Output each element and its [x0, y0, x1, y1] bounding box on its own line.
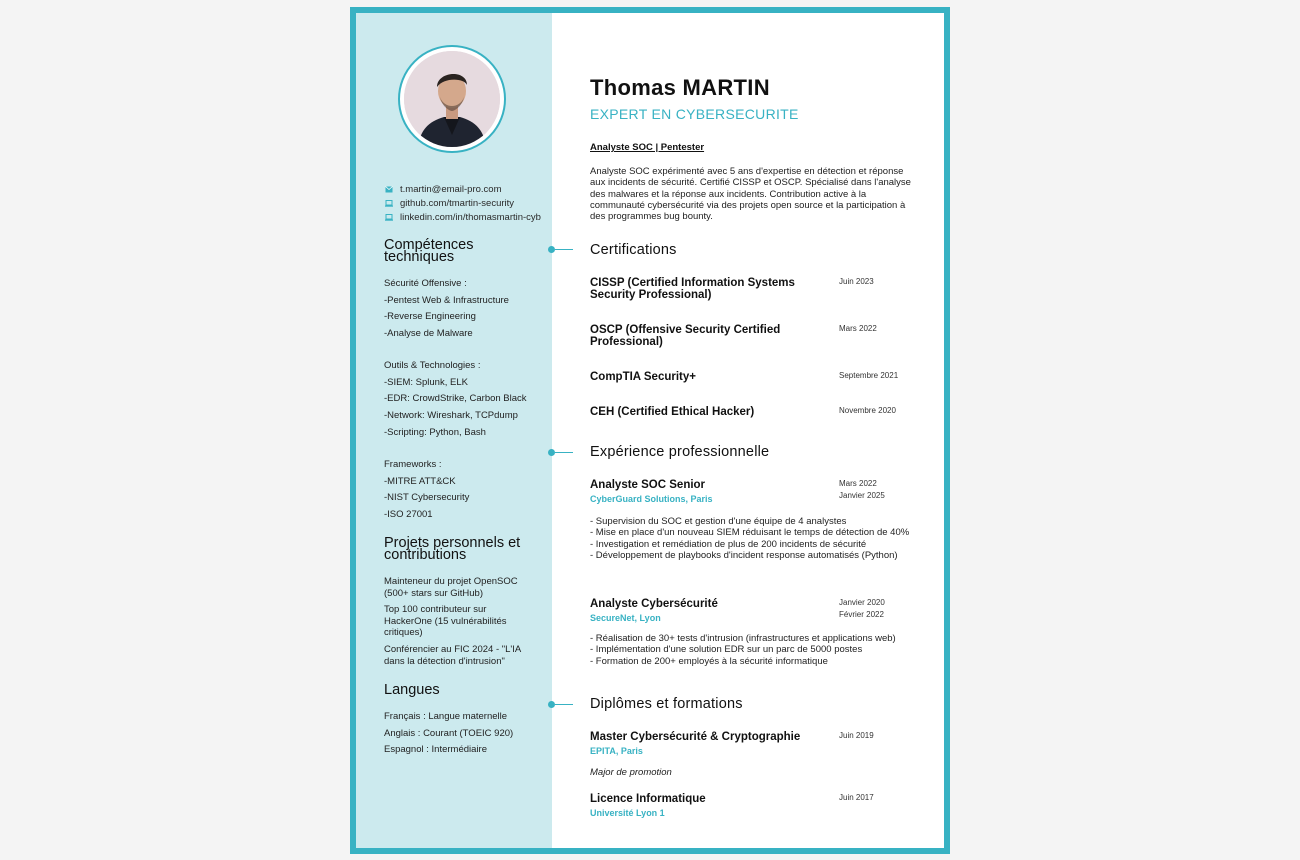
skill-item: -MITRE ATT&CK [384, 476, 456, 487]
section-connector [555, 704, 573, 705]
language-item: Espagnol : Intermédiaire [384, 744, 487, 755]
certification-date: Septembre 2021 [839, 371, 899, 380]
experience-company: SecureNet, Lyon [590, 613, 661, 623]
project-item: Mainteneur du projet OpenSOC (500+ stars sur GitHub) [384, 576, 518, 599]
person-name: Thomas MARTIN [590, 75, 770, 100]
certification-name: CEH (Certified Ethical Hacker) [590, 406, 755, 418]
projects-heading: Projets personnels et contributions [384, 535, 521, 563]
skill-item: -Analyse de Malware [384, 328, 473, 339]
skills-tools-label: Outils & Technologies : [384, 360, 481, 371]
avatar [404, 51, 500, 147]
skill-item: -SIEM: Splunk, ELK [384, 377, 468, 388]
experience-bullets [590, 633, 915, 667]
education-date: Juin 2019 [839, 731, 874, 740]
experience-start-date: Mars 2022 [839, 479, 877, 488]
bullet-item: - Investigation et remédiation de plus de 200 incidents de sécurité [590, 538, 867, 550]
certification-date: Juin 2023 [839, 277, 874, 286]
certification-name: OSCP (Offensive Security Certified Professional) [590, 324, 781, 348]
skill-item: -ISO 27001 [384, 509, 433, 520]
language-item: Français : Langue maternelle [384, 711, 508, 722]
profile-summary: Analyste SOC expérimenté avec 5 ans d'expertise en détection et réponse aux incidents de sécurité. Certifié CISSP et OSCP. Spécialisé dans l'analyse des malwares et la réponse aux incidents. Contribution active à la communauté cybersécurité via des projets open source et la participation à des programmes bug bounty. [590, 166, 911, 223]
skills-offensive-label: Sécurité Offensive : [384, 278, 467, 289]
project-item: Top 100 contributeur sur HackerOne (15 vulnérabilités critiques) [384, 604, 507, 638]
main-content [552, 13, 944, 848]
bullet-item: - Formation de 200+ employés à la sécurité informatique [590, 655, 828, 667]
person-portrait-icon [404, 51, 500, 147]
education-date: Juin 2017 [839, 793, 874, 802]
experience-heading: Expérience professionnelle [590, 444, 770, 460]
skills-frameworks-label: Frameworks : [384, 459, 442, 470]
contact-email[interactable]: t.martin@email-pro.com [385, 184, 550, 196]
skill-item: -Network: Wireshark, TCPdump [384, 410, 518, 421]
skill-item: -Scripting: Python, Bash [384, 427, 486, 438]
resume-page [350, 7, 950, 854]
bullet-item: - Développement de playbooks d'incident response automatisés (Python) [590, 549, 898, 561]
skill-item: -NIST Cybersecurity [384, 492, 470, 503]
bullet-item: - Mise en place d'un nouveau SIEM réduisant le temps de détection de 40% [590, 527, 910, 539]
job-title: EXPERT EN CYBERSECURITE [590, 106, 799, 122]
experience-role: Analyste SOC Senior [590, 479, 706, 491]
education-note: Major de promotion [590, 767, 672, 778]
profile-photo-frame [398, 45, 506, 153]
languages-heading: Langues [384, 682, 440, 698]
contact-linkedin[interactable]: linkedin.com/in/thomasmartin-cyb [385, 212, 550, 224]
skill-item: -Reverse Engineering [384, 311, 476, 322]
bullet-item: - Réalisation de 30+ tests d'intrusion (infrastructures et applications web) [590, 633, 896, 644]
education-degree: Licence Informatique [590, 793, 706, 805]
education-school: EPITA, Paris [590, 746, 643, 756]
skill-item: -EDR: CrowdStrike, Carbon Black [384, 393, 527, 404]
bullet-item: - Supervision du SOC et gestion d'une équipe de 4 analystes [590, 516, 847, 527]
experience-end-date: Février 2022 [839, 610, 884, 619]
skill-item: -Pentest Web & Infrastructure [384, 295, 509, 306]
skills-heading: Compétences techniques [384, 237, 474, 265]
section-connector [555, 452, 573, 453]
experience-end-date: Janvier 2025 [839, 491, 885, 500]
certification-date: Mars 2022 [839, 324, 877, 333]
email-icon [385, 186, 393, 193]
section-marker-icon [548, 449, 555, 456]
certifications-heading: Certifications [590, 242, 677, 258]
education-heading: Diplômes et formations [590, 696, 743, 712]
education-school: Université Lyon 1 [590, 808, 665, 818]
project-item: Conférencier au FIC 2024 - "L'IA dans la détection d'intrusion" [384, 644, 521, 667]
contact-github[interactable]: github.com/tmartin-security [385, 198, 550, 210]
certification-name: CompTIA Security+ [590, 371, 696, 383]
section-marker-icon [548, 701, 555, 708]
education-degree: Master Cybersécurité & Cryptographie [590, 731, 801, 743]
certification-name: CISSP (Certified Information Systems Security Professional) [590, 277, 795, 301]
experience-start-date: Janvier 2020 [839, 598, 885, 607]
certification-date: Novembre 2020 [839, 406, 896, 415]
experience-role: Analyste Cybersécurité [590, 598, 718, 610]
experience-company: CyberGuard Solutions, Paris [590, 494, 713, 504]
section-connector [555, 249, 573, 250]
laptop-icon [385, 200, 393, 207]
bullet-item: - Implémentation d'une solution EDR sur un parc de 5000 postes [590, 644, 863, 656]
sidebar [356, 13, 552, 848]
laptop-icon [385, 214, 393, 221]
subtitle: Analyste SOC | Pentester [590, 142, 705, 153]
experience-bullets [590, 516, 915, 561]
section-marker-icon [548, 246, 555, 253]
language-item: Anglais : Courant (TOEIC 920) [384, 728, 514, 739]
